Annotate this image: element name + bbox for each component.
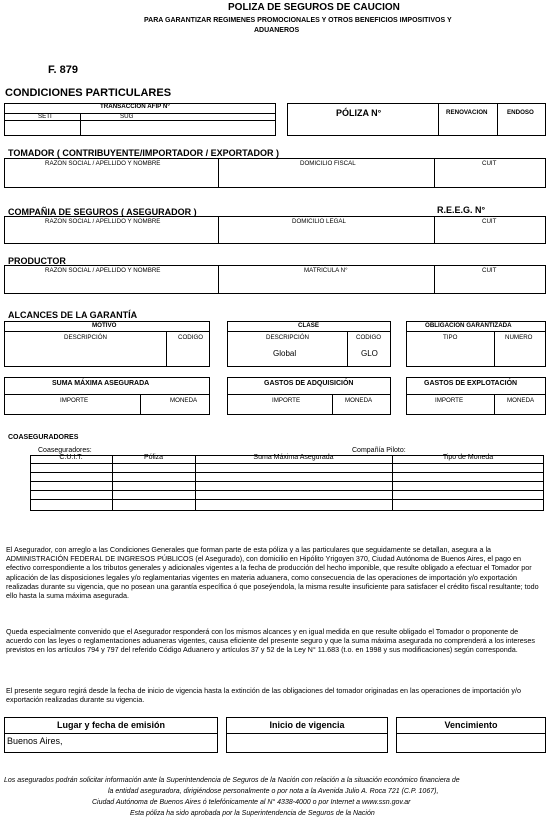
obligacion-tipo: TIPO [443,334,458,341]
coaseg-col-cuit: C.U.I.T. [59,454,83,461]
footer-line3: Ciudad Autónoma de Buenos Aires ó telefónicamente al N° 4338-4000 o por Internet a www.ssn.gov.ar [92,799,411,806]
compania-col3: CUIT [482,218,497,225]
condiciones-heading: CONDICIONES PARTICULARES [5,87,172,99]
compania-col2: DOMICILIO LEGAL [292,218,346,225]
productor-col2: MATRICULA N° [304,267,348,274]
reeg-label: R.E.E.G. N° [437,205,486,215]
gastos-adquisicion-label: GASTOS DE ADQUISICIÓN [264,380,354,387]
tomador-heading: TOMADOR ( CONTRIBUYENTE/IMPORTADOR / EXPORTADOR ) [8,148,279,158]
coaseg-col-poliza: Póliza [143,454,164,461]
coaseg-col-suma: Suma Máxima Asegurada [253,454,334,461]
compania-col1: RAZON SOCIAL / APELLIDO Y NOMBRE [45,218,161,225]
compania-heading: COMPAÑIA DE SEGUROS ( ASEGURADOR ) [8,207,197,217]
suma-importe: IMPORTE [60,397,89,404]
endoso-label: ENDOSO [507,109,534,116]
gastos-explotacion-label: GASTOS DE EXPLOTACIÓN [424,380,518,387]
obligacion-label: OBLIGACIÓN GARANTIZADA [425,322,512,329]
productor-col1: RAZON SOCIAL / APELLIDO Y NOMBRE [45,267,161,274]
paragraph-1: El Asegurador, con arreglo a las Condiciones Generales que forman parte de esta póliza y a las particulares que seguidamente se detallan, asegura a la ADMINISTRACIÓN FEDERAL DE INGRESOS PÚBLICOS (el Asegurado), con domicilio en Hipólito Yrigoyen 370, Ciudad Autónoma de Buenos Aires, el pago en efectivo correspondiente a los tributos generales y adicionales vigentes a la fecha de producción del hecho imponible, que resulte obligado a efectuar el Tomador por aplicación de las disposiciones legales y/o reglamentarias vigentes en materia aduanera, como consecuencia de las operaciones de importación y/o exportación realizadas durante su vigencia, que no posean una garantía específica ó que poseýendola, la misma resulte insuficiente para satisfacer el crédito fiscal resultante; todo ello hasta la suma máxima asegurada. [6,545,539,601]
paragraph-2: Queda especialmente convenido que el Asegurador responderá con los mismos alcances y en igual medida en que resulte obligado el Tomador o proponente de acuerdo con las leyes o reglamentaciones aduaneras vigentes, causa eficiente del presente seguro y que la suma máxima asegurada no comprenderá a los intereses previstos en los artículos 794 y 797 del referido Código Aduanero y artículos 37 y 52 de la Ley N° 11.683 (t.o. en 1998 y sus modificaciones) según corresponda. [6,627,535,655]
clase-descripcion: DESCRIPCIÓN [266,334,309,341]
suma-maxima-label: SUMA MÁXIMA ASEGURADA [52,380,150,387]
adquisicion-moneda: MONEDA [345,397,373,404]
adquisicion-importe: IMPORTE [272,397,301,404]
motivo-descripcion: DESCRIPCIÓN [64,334,107,341]
footer-line1: Los asegurados podrán solicitar información ante la Superintendencia de Seguros de la Nación con relación a la situación económico financiera de [4,777,460,784]
tomador-col3: CUIT [482,160,497,167]
footer-line4: Esta póliza ha sido aprobada por la Superintendencia de Seguros de la Nación [130,810,375,817]
productor-col3: CUIT [482,267,497,274]
clase-codigo: CODIGO [356,334,382,341]
productor-heading: PRODUCTOR [8,256,66,266]
transaccion-label: TRANSACCION AFIP N° [100,103,170,110]
suma-moneda: MONEDA [170,397,198,404]
alcances-heading: ALCANCES DE LA GARANTÍA [8,310,138,320]
poliza-box [287,103,546,136]
coaseguradores-label: Coaseguradores: [38,447,92,454]
explotacion-importe: IMPORTE [435,397,464,404]
footer-line2: la entidad aseguradora, dirigiéndose personalmente o por nota a la Avenida Julio A. Roca 721 (C.P. 1067), [108,788,439,795]
lugar-fecha-label: Lugar y fecha de emisión [56,720,166,730]
motivo-codigo: CODIGO [178,334,204,341]
inicio-vigencia-label: Inicio de vigencia [269,720,345,730]
form-subtitle-line1: PARA GARANTIZAR REGIMENES PROMOCIONALES Y OTROS BENEFICIOS IMPOSITIVOS Y [144,17,452,24]
clase-value: Global [273,349,297,358]
tomador-col2: DOMICILIO FISCAL [300,160,356,167]
motivo-label: MOTIVO [92,322,117,329]
seti-label: SETI [38,113,52,120]
compania-piloto-label: Compañía Piloto: [352,447,406,454]
coaseg-col-moneda: Tipo de Moneda [442,454,494,461]
clase-code-value: GLO [361,349,378,358]
lugar-fecha-value[interactable]: Buenos Aires, [7,736,63,746]
clase-label: CLASE [298,322,319,329]
paragraph-3: El presente seguro regirá desde la fecha de inicio de vigencia hasta la extinción de las obligaciones del tomador originadas en las operaciones de importación y/o exportación realizadas durante su vigencia. [6,686,522,705]
form-number: F. 879 [48,64,78,76]
poliza-label: PÓLIZA N° [336,108,382,118]
sug-label: SUG [120,113,134,120]
form-subtitle-line2: ADUANEROS [254,27,300,34]
form-title: POLIZA DE SEGUROS DE CAUCION [228,2,400,13]
coaseguradores-heading: COASEGURADORES [8,434,79,441]
vencimiento-label: Vencimiento [444,720,498,730]
explotacion-moneda: MONEDA [507,397,535,404]
tomador-col1: RAZON SOCIAL / APELLIDO Y NOMBRE [45,160,161,167]
obligacion-numero: NUMERO [505,334,533,341]
renovacion-label: RENOVACION [446,109,488,116]
